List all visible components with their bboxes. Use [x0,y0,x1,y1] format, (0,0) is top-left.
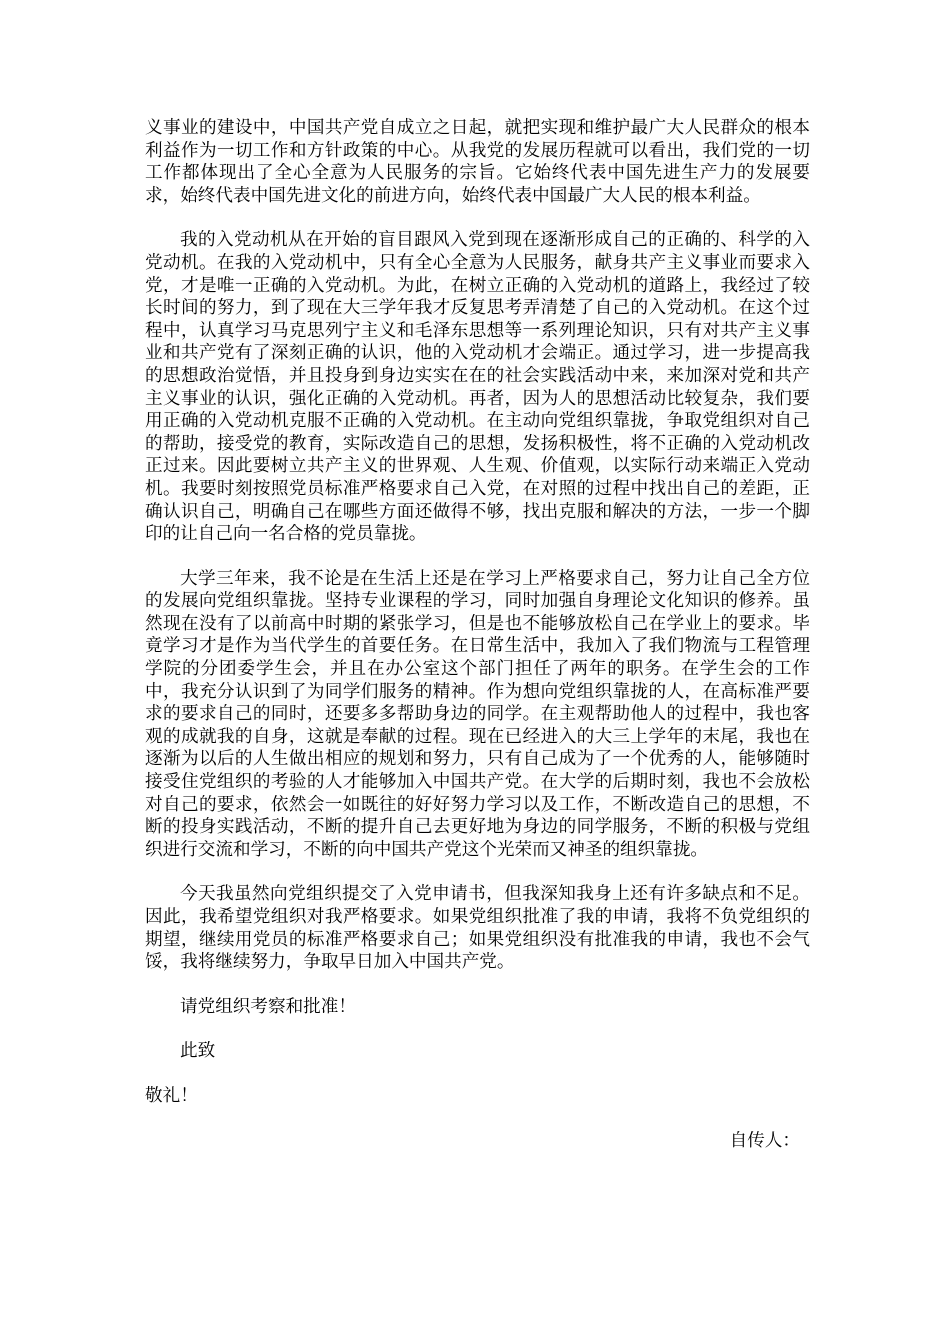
body-paragraph-2: 我的入党动机从在开始的盲目跟风入党到现在逐渐形成自己的正确的、科学的入党动机。在我的入党动机中，只有全心全意为人民服务，献身共产主义事业而要求入党，才是唯一正确的入党动机。为此，在树立正确的入党动机的道路上，我经过了较长时间的努力，到了现在大三学年我才反复思考弄清楚了自己的入党动机。在这个过程中，认真学习马克思列宁主义和毛泽东思想等一系列理论知识，只有对共产主义事业和共产党有了深刻正确的认识，他的入党动机才会端正。通过学习，进一步提高我的思想政治觉悟，并且投身到身边实实在在的社会实践活动中来，来加深对党和共产主义事业的认识，强化正确的入党动机。再者，因为人的思想活动比较复杂，我们要用正确的入党动机克服不正确的入党动机。在主动向党组织靠拢，争取党组织对自己的帮助，接受党的教育，实际改造自己的思想，发扬积极性，将不正确的入党动机改正过来。因此要树立共产主义的世界观、人生观、价值观，以实际行动来端正入党动机。我要时刻按照党员标准严格要求自己入党，在对照的过程中找出自己的差距，正确认识自己，明确自己在哪些方面还做得不够，找出克服和解决的方法，一步一个脚印的让自己向一名合格的党员靠拢。 [145,230,810,545]
document-page [145,117,810,1152]
body-paragraph-3: 大学三年来，我不论是在生活上还是在学习上严格要求自己，努力让自己全方位的发展向党组织靠拢。坚持专业课程的学习，同时加强自身理论文化知识的修养。虽然现在没有了以前高中时期的紧张学习，但是也不能够放松自己在学业上的要求。毕竟学习才是作为当代学生的首要任务。在日常生活中，我加入了我们物流与工程管理学院的分团委学生会，并且在办公室这个部门担任了两年的职务。在学生会的工作中，我充分认识到了为同学们服务的精神。作为想向党组织靠拢的人，在高标准严要求的要求自己的同时，还要多多帮助身边的同学。在主观帮助他人的过程中，我也客观的成就我的自身，这就是奉献的过程。现在已经进入的大三上学年的末尾，我也在逐渐为以后的人生做出相应的规划和努力，只有自己成为了一个优秀的人，能够随时接受住党组织的考验的人才能够加入中国共产党。在大学的后期时刻，我也不会放松对自己的要求，依然会一如既往的好好努力学习以及工作，不断改造自己的思想，不断的投身实践活动，不断的提升自己去更好地为身边的同学服务，不断的积极与党组织进行交流和学习，不断的向中国共产党这个光荣而又神圣的组织靠拢。 [145,568,810,860]
salutation-jingli: 敬礼！ [145,1085,198,1106]
body-paragraph-4: 今天我虽然向党组织提交了入党申请书，但我深知我身上还有许多缺点和不足。因此，我希望党组织对我严格要求。如果党组织批准了我的申请，我将不负党组织的期望，继续用党员的标准严格要求自己；如果党组织没有批准我的申请，我也不会气馁，我将继续努力，争取早日加入中国共产党。 [145,884,810,973]
body-paragraph-1: 义事业的建设中，中国共产党自成立之日起，就把实现和维护最广大人民群众的根本利益作为一切工作和方针政策的中心。从我党的发展历程就可以看出，我们党的一切工作都体现出了全心全意为人民服务的宗旨。它始终代表中国先进生产力的发展要求，始终代表中国先进文化的前进方向，始终代表中国最广大人民的根本利益。 [145,118,810,206]
approval-request: 请党组织考察和批准！ [180,996,356,1017]
salutation-cizhi: 此致 [180,1041,216,1062]
signature-label: 自传人： [729,1130,800,1151]
